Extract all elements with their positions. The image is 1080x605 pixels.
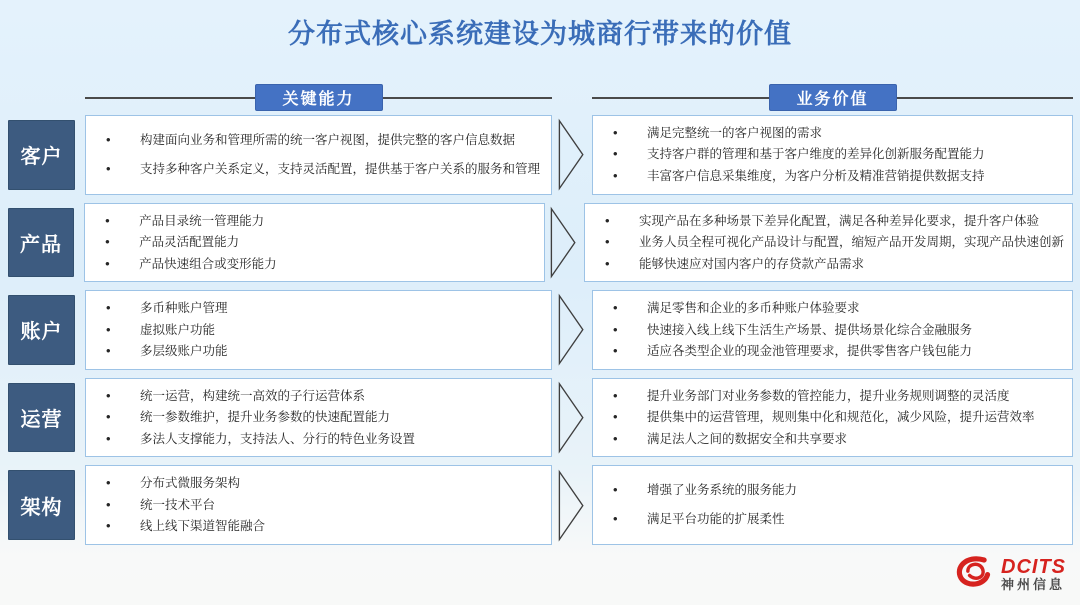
bullet-item: • 满足零售和企业的多币种账户体验要求 [601,300,1064,317]
bullet-item: • 多法人支撑能力，支持法人、分行的特色业务设置 [94,431,543,448]
bullet-item: • 业务人员全程可视化产品设计与配置，缩短产品开发周期，实现产品快速创新 [593,234,1064,251]
values-box-product [584,203,1073,283]
bullet-item: • 线上线下渠道智能融合 [94,518,543,535]
bullet-item: • 能够快速应对国内客户的存贷款产品需求 [593,256,1064,273]
bullet-item: • 满足平台功能的扩展柔性 [601,511,1064,528]
chevron-right-icon [552,290,592,370]
capabilities-box-account [85,290,552,370]
chevron-right-icon [552,378,592,458]
logo-brand-text: DCITS [1001,556,1066,579]
bullet-item: • 满足法人之间的数据安全和共享要求 [601,431,1064,448]
bullet-item: • 产品快速组合或变形能力 [93,256,536,273]
bullet-item: • 产品灵活配置能力 [93,234,536,251]
values-box-operations [592,378,1073,458]
chevron-right-icon [552,115,592,195]
values-box-customer [592,115,1073,195]
table-row-customer [8,115,1073,195]
bullet-item: • 满足完整统一的客户视图的需求 [601,125,1064,142]
logo-company-text: 神州信息 [1001,577,1066,593]
bullet-item: • 提供集中的运营管理，规则集中化和规范化，减少风险，提升运营效率 [601,409,1064,426]
header-badge-key-capabilities: 关键能力 [255,84,383,111]
capabilities-box-operations [85,378,552,458]
bullet-item: • 产品目录统一管理能力 [93,213,536,230]
chevron-right-icon [545,203,584,283]
bullet-item: • 支持多种客户关系定义，支持灵活配置，提供基于客户关系的服务和管理 [94,161,543,178]
header-key-capabilities [85,84,552,111]
bullet-item: • 分布式微服务架构 [94,475,543,492]
bullet-item: • 提升业务部门对业务参数的管控能力，提升业务规则调整的灵活度 [601,388,1064,405]
company-logo [952,554,1066,595]
bullet-item: • 支持客户群的管理和基于客户维度的差异化创新服务配置能力 [601,146,1064,163]
bullet-item: • 统一运营，构建统一高效的子行运营体系 [94,388,543,405]
bullet-item: • 适应各类型企业的现金池管理要求，提供零售客户钱包能力 [601,343,1064,360]
bullet-item: • 丰富客户信息采集维度，为客户分析及精准营销提供数据支持 [601,168,1064,185]
values-box-architecture [592,465,1073,545]
bullet-item: • 多层级账户功能 [94,343,543,360]
bullet-item: • 增强了业务系统的服务能力 [601,482,1064,499]
bullet-item: • 多币种账户管理 [94,300,543,317]
table-row-account [8,290,1073,370]
capabilities-box-product [84,203,545,283]
bullet-item: • 统一技术平台 [94,497,543,514]
table-row-product [8,203,1073,283]
table-row-architecture [8,465,1073,545]
row-label-product: 产品 [8,208,74,278]
row-label-operations: 运营 [8,383,75,453]
capabilities-box-customer [85,115,552,195]
bullet-item: • 构建面向业务和管理所需的统一客户视图，提供完整的客户信息数据 [94,132,543,149]
rows-container [8,115,1073,545]
page-title: 分布式核心系统建设为城商行带来的价值 [288,19,792,49]
chevron-right-icon [552,465,592,545]
bullet-item: • 虚拟账户功能 [94,322,543,339]
bullet-item: • 快速接入线上线下生活生产场景、提供场景化综合金融服务 [601,322,1064,339]
bullet-item: • 统一参数维护，提升业务参数的快速配置能力 [94,409,543,426]
values-box-account [592,290,1073,370]
row-label-account: 账户 [8,295,75,365]
bullet-item: • 实现产品在多种场景下差异化配置，满足各种差异化要求，提升客户体验 [593,213,1064,230]
row-label-architecture: 架构 [8,470,75,540]
dcits-swirl-icon [952,554,994,595]
header-business-value [592,84,1073,111]
header-badge-business-value: 业务价值 [769,84,897,111]
capabilities-box-architecture [85,465,552,545]
table-row-operations [8,378,1073,458]
row-label-customer: 客户 [8,120,75,190]
